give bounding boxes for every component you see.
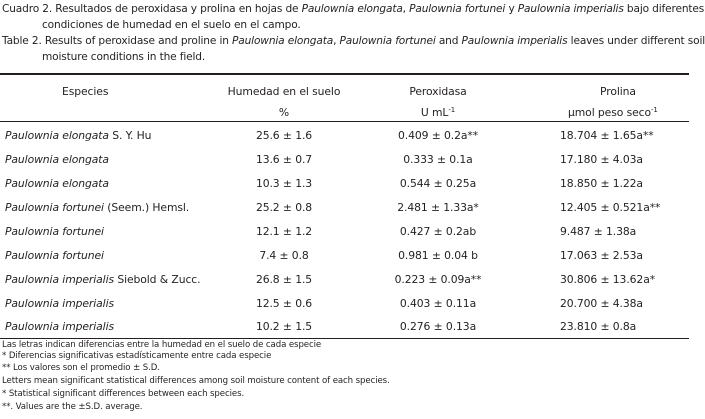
species-cell: Paulownia elongata S. Y. Hu — [5, 129, 152, 142]
humidity-cell: 7.4 ± 0.8 — [259, 249, 309, 262]
peroxidase-cell: 0.981 ± 0.04 b — [398, 249, 478, 262]
footnote: **. Values are the ±S.D. average. — [2, 402, 143, 412]
proline-cell: 17.063 ± 2.53a — [560, 249, 643, 262]
header-humidity-unit: % — [278, 106, 290, 119]
caption-spanish — [2, 2, 704, 33]
humidity-cell: 10.2 ± 1.5 — [255, 320, 313, 333]
peroxidase-cell: 0.223 ± 0.09a** — [394, 273, 482, 286]
header-species: Especies — [62, 85, 109, 98]
species-cell: Paulownia fortunei — [5, 249, 104, 262]
species-cell: Paulownia fortunei (Seem.) Hemsl. — [5, 201, 190, 214]
proline-cell: 20.700 ± 4.38a — [560, 297, 643, 310]
header-peroxidase-unit: U $mL^{-1}$ — [420, 106, 456, 119]
proline-cell: 17.180 ± 4.03a — [560, 153, 643, 166]
species-cell: Paulownia imperialis — [5, 297, 114, 310]
table-top-rule — [0, 73, 689, 75]
header-proline-unit: µmol peso seco$^{-1}$ — [568, 106, 658, 119]
footnote: * Statistical significant differences between each species. — [2, 389, 245, 399]
table-header-rule — [0, 121, 689, 122]
proline-cell: 23.810 ± 0.8a — [560, 320, 637, 333]
proline-cell: 18.850 ± 1.22a — [560, 177, 643, 190]
humidity-cell: 26.8 ± 1.5 — [255, 273, 313, 286]
humidity-cell: 12.1 ± 1.2 — [255, 225, 313, 238]
footnote: ** Los valores son el promedio ± S.D. — [2, 363, 160, 373]
proline-cell: 18.704 ± 1.65a** — [560, 129, 654, 142]
header-proline: Prolina — [600, 85, 636, 98]
species-cell: Paulownia elongata — [5, 177, 109, 190]
species-cell: Paulownia imperialis — [5, 320, 114, 333]
peroxidase-cell: 0.333 ± 0.1a — [403, 153, 473, 166]
caption-en-line2: moisture conditions in the field. — [42, 50, 206, 63]
species-cell: Paulownia fortunei — [5, 225, 104, 238]
caption-es-line1: Cuadro 2. Resultados de peroxidasa y prolina en hojas de Paulownia elongata, Paulownia fortunei y Paulownia imperialis bajo diferentes — [2, 3, 705, 15]
peroxidase-cell: 0.427 ± 0.2ab — [399, 225, 477, 238]
humidity-cell: 12.5 ± 0.6 — [255, 297, 313, 310]
header-humidity: Humedad en el suelo — [227, 85, 341, 98]
caption-en-line1: Table 2. Results of peroxidase and proline in Paulownia elongata, Paulownia fortunei and Paulownia imperialis leaves under different soil — [2, 35, 705, 47]
peroxidase-cell: 0.403 ± 0.11a — [399, 297, 477, 310]
caption-english — [2, 34, 705, 65]
peroxidase-cell: 0.544 ± 0.25a — [399, 177, 477, 190]
peroxidase-cell: 0.276 ± 0.13a — [399, 320, 477, 333]
caption-es-line2: condiciones de humedad en el suelo en el campo. — [42, 18, 301, 31]
humidity-cell: 25.2 ± 0.8 — [255, 201, 313, 214]
species-cell: Paulownia elongata — [5, 153, 109, 166]
proline-cell: 9.487 ± 1.38a — [560, 225, 637, 238]
footnote: * Diferencias significativas estadísticamente entre cada especie — [2, 351, 272, 361]
peroxidase-cell: 2.481 ± 1.33a* — [397, 201, 479, 214]
species-cell: Paulownia imperialis Siebold & Zucc. — [5, 273, 201, 286]
humidity-cell: 13.6 ± 0.7 — [255, 153, 313, 166]
proline-cell: 12.405 ± 0.521a** — [560, 201, 661, 214]
humidity-cell: 25.6 ± 1.6 — [255, 129, 313, 142]
header-peroxidase: Peroxidasa — [409, 85, 467, 98]
footnote: Las letras indican diferencias entre la humedad en el suelo de cada especie — [2, 340, 322, 350]
proline-cell: 30.806 ± 13.62a* — [560, 273, 656, 286]
humidity-cell: 10.3 ± 1.3 — [255, 177, 313, 190]
peroxidase-cell: 0.409 ± 0.2a** — [397, 129, 478, 142]
footnote: Letters mean significant statistical differences among soil moisture content of each species. — [2, 376, 390, 386]
